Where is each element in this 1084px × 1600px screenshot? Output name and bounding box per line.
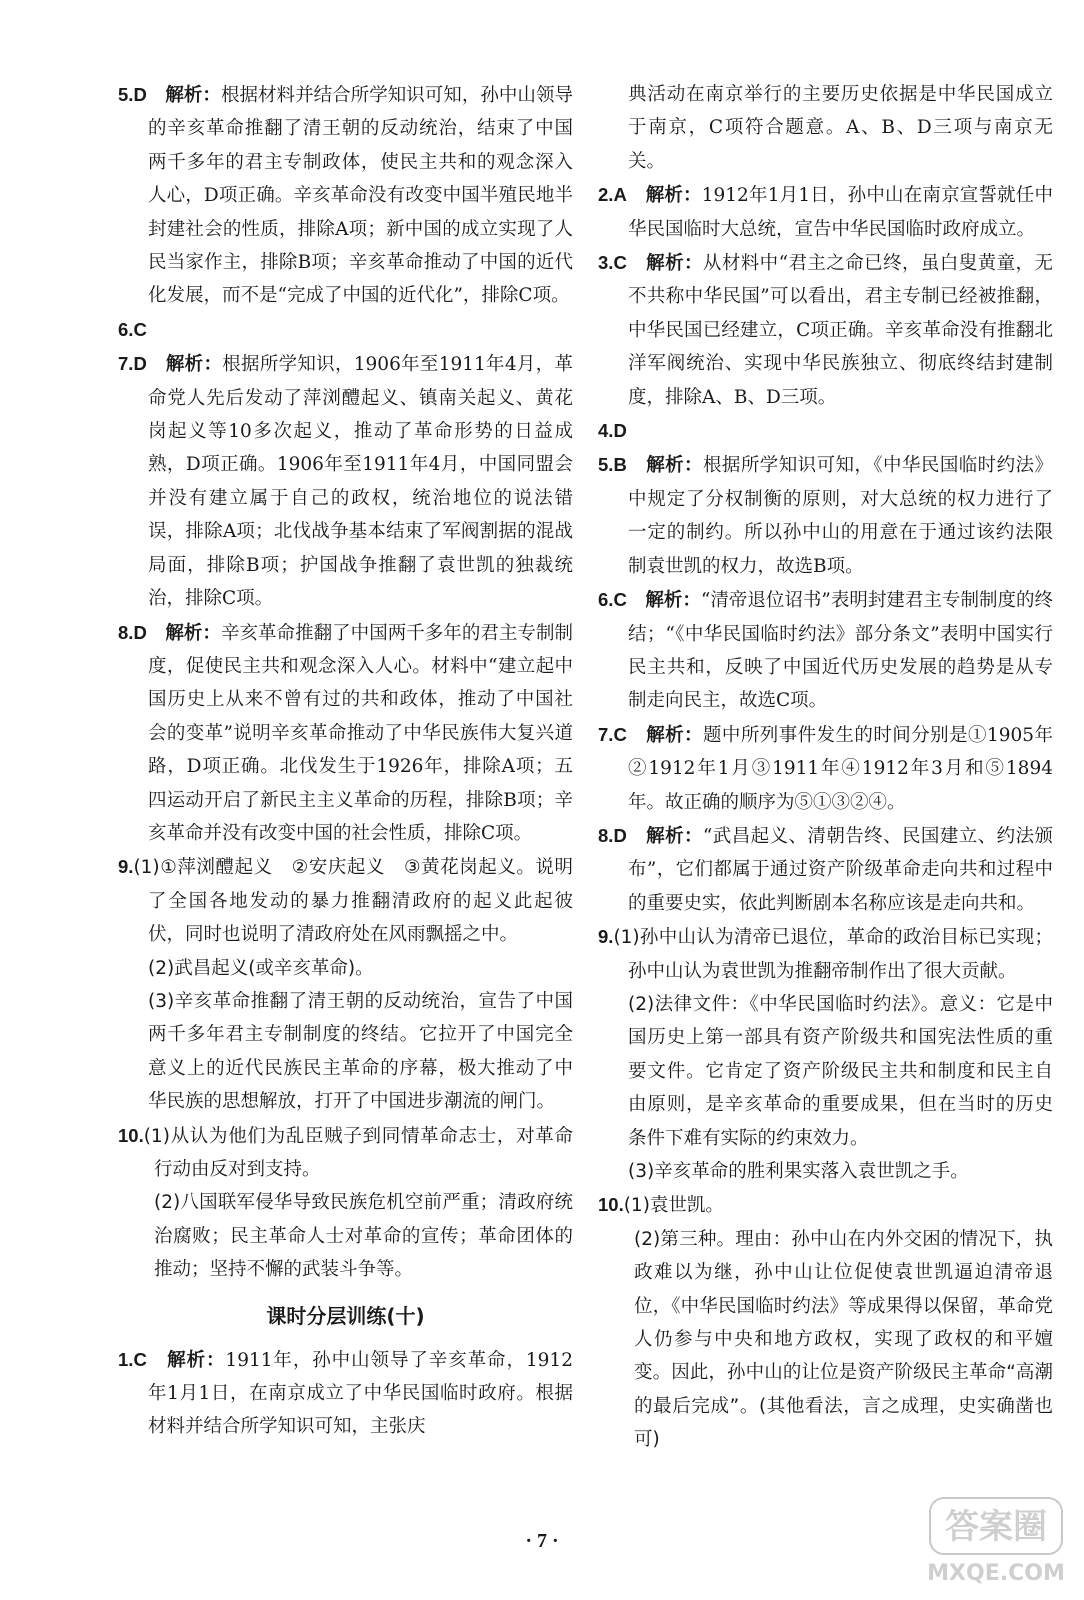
answer-item: 5.D 解析：根据材料并结合所学知识可知，孙中山领导的辛亥革命推翻了清王朝的反动统治，结束了中国两千多年的君主专制政体，使民主共和的观念深入人心，D项正确。辛亥革命没有改变中国半殖民地半封建社会的性质，排除A项；新中国的成立实现了人民当家作主，排除B项；辛亥革命推动了中国的近代化发展，而不是“完成了中国的近代化”，排除C项。: [118, 84, 573, 307]
answer-text: “武昌起义、清朝告终、民国建立、约法颁布”，它们都属于通过资产阶级革命走向共和过程中的重要史实，依此判断剧本名称应该是走向共和。: [628, 825, 1053, 914]
answer-text: “清帝退位诏书”表明封建君主专制制度的终结；“《中华民国临时约法》部分条文”表明中国实行民主共和，反映了中国近代历史发展的趋势是从专制走向民主，故选C项。: [628, 590, 1053, 712]
answer-item: 8.D 解析：辛亥革命推翻了中国两千多年的君主专制制度，促使民主共和观念深入人心。材料中“建立起中国历史上从来不曾有过的共和政体，推动了中国社会的变革”说明辛亥革命推动了中华民族伟大复兴道路，D项正确。北伐发生于1926年，排除A项；五四运动开启了新民主主义革命的历程，排除B项；辛亥革命并没有改变中国的社会性质，排除C项。: [118, 621, 573, 844]
answer-item: 7.C 解析：题中所列事件发生的时间分别是①1905年②1912年1月③1911年④1912年3月和⑤1894年。故正确的顺序为⑤①③②④。: [598, 723, 1053, 813]
answer-item: 6.C: [118, 318, 147, 340]
section-title: 课时分层训练(十): [266, 1303, 425, 1328]
answer-item: 7.D 解析：根据所学知识，1906年至1911年4月，革命党人先后发动了萍浏醴起义、镇南关起义、黄花岗起义等10多次起义，推动了革命形势的日益成熟，D项正确。1906年至1911年4月，中国同盟会并没有建立属于自己的政权，统治地位的说法错误，排除A项；北伐战争基本结束了军阀割据的混战局面，排除B项；护国战争推翻了袁世凯的独裁统治，排除C项。: [118, 353, 573, 610]
answer-text: 根据材料并结合所学知识可知，孙中山领导的辛亥革命推翻了清王朝的反动统治，结束了中国两千多年的君主专制政体，使民主共和的观念深入人心，D项正确。辛亥革命没有改变中国半殖民地半封建社会的性质，排除A项；新中国的成立实现了人民当家作主，排除B项；辛亥革命推动了中国的近代化发展，而不是“完成了中国的近代化”，排除C项。: [148, 85, 573, 307]
answer-text: 根据所学知识，1906年至1911年4月，革命党人先后发动了萍浏醴起义、镇南关起义、黄花岗起义等10多次起义，推动了革命形势的日益成熟，D项正确。1906年至1911年4月，中国同盟会并没有建立属于自己的政权，统治地位的说法错误，排除A项；北伐战争基本结束了军阀割据的混战局面，排除B项；护国战争推翻了袁世凯的独裁统治，排除C项。: [148, 354, 573, 610]
answer-item-9: 9.(1)①萍浏醴起义 ②安庆起义 ③黄花岗起义。说明了全国各地发动的暴力推翻清政府的起义此起彼伏，同时也说明了清政府处在风雨飘摇之中。: [118, 856, 573, 946]
answer-item: 2.A 解析：1912年1月1日，孙中山在南京宣誓就任中华民国临时大总统，宣告中华民国临时政府成立。: [598, 184, 1053, 240]
answer-text: 从材料中“君主之命已终，虽白叟黄童，无不共称中华民国”可以看出，君主专制已经被推翻，中华民国已经建立，C项正确。辛亥革命没有推翻北洋军阀统治、实现中华民族独立、彻底终结封建制度，排除A、B、D三项。: [628, 253, 1053, 408]
answer-subpart: (3)辛亥革命推翻了清王朝的反动统治，宣告了中国两千多年君主专制制度的终结。它拉开了中国完全意义上的近代民族民主革命的序幕，极大推动了中华民族的思想解放，打开了中国进步潮流的闸门。: [148, 990, 573, 1113]
answer-item-10: 10.(1)袁世凯。: [598, 1194, 724, 1217]
watermark-top-text: 答案圈: [945, 1507, 1047, 1547]
answer-subpart: (2)法律文件：《中华民国临时约法》。意义：它是中国历史上第一部具有资产阶级共和国宪法性质的重要文件。它肯定了资产阶级民主共和制度和民主自由原则，是辛亥革命的重要成果，但在当时的历史条件下难有实际的约束效力。: [628, 993, 1053, 1149]
page-number: · 7 ·: [525, 1530, 559, 1552]
answer-text: 1912年1月1日，孙中山在南京宣誓就任中华民国临时大总统，宣告中华民国临时政府成立。: [628, 185, 1053, 240]
answer-item: 4.D: [598, 420, 627, 442]
answer-text: 辛亥革命推翻了中国两千多年的君主专制制度，促使民主共和观念深入人心。材料中“建立起中国历史上从来不曾有过的共和政体，推动了中国社会的变革”说明辛亥革命推动了中华民族伟大复兴道路，D项正确。北伐发生于1926年，排除A项；五四运动开启了新民主主义革命的历程，排除B项；辛亥革命并没有改变中国的社会性质，排除C项。: [148, 622, 573, 844]
answer-item-9: 9.(1)孙中山认为清帝已退位，革命的政治目标已实现；孙中山认为袁世凯为推翻帝制作出了很大贡献。: [598, 926, 1053, 982]
answer-text: 1911年，孙中山领导了辛亥革命，1912年1月1日，在南京成立了中华民国临时政府。根据材料并结合所学知识可知，主张庆: [148, 1349, 573, 1438]
watermark-bottom-text: MXQE.COM: [927, 1561, 1065, 1586]
answer-subpart: (2)武昌起义(或辛亥革命)。: [148, 957, 374, 979]
answer-subpart: (3)辛亥革命的胜利果实落入袁世凯之手。: [628, 1161, 969, 1182]
answer-item: 8.D 解析：“武昌起义、清朝告终、民国建立、约法颁布”，它们都属于通过资产阶级革命走向共和过程中的重要史实，依此判断剧本名称应该是走向共和。: [598, 824, 1053, 914]
right-column: [598, 78, 1053, 1457]
watermark-logo: [926, 1492, 1066, 1588]
answer-subpart: (2)八国联军侵华导致民族危机空前严重；清政府统治腐败；民主革命人士对革命的宣传；革命团体的推动；坚持不懈的武装斗争等。: [154, 1192, 573, 1281]
answer-item-10: 10.(1)从认为他们为乱臣贼子到同情革命志士，对革命行动由反对到支持。: [118, 1124, 573, 1180]
answer-item: 5.B 解析：根据所学知识可知，《中华民国临时约法》中规定了分权制衡的原则，对大总统的权力进行了一定的制约。所以孙中山的用意在于通过该约法限制袁世凯的权力，故选B项。: [598, 454, 1053, 577]
answer-subpart: (2)第三种。理由：孙中山在内外交困的情况下，执政难以为继，孙中山让位促使袁世凯逼迫清帝退位，《中华民国临时约法》等成果得以保留，革命党人仍参与中央和地方政权，实现了政权的和平嬗变。因此，孙中山的让位是资产阶级民主革命“高潮的最后完成”。(其他看法，言之成理，史实确凿也可): [634, 1228, 1053, 1451]
answer-item: 1.C 解析：1911年，孙中山领导了辛亥革命，1912年1月1日，在南京成立了中华民国临时政府。根据材料并结合所学知识可知，主张庆: [118, 1348, 573, 1438]
left-column: [118, 78, 573, 1444]
answer-item: 3.C 解析：从材料中“君主之命已终，虽白叟黄童，无不共称中华民国”可以看出，君主专制已经被推翻，中华民国已经建立，C项正确。辛亥革命没有推翻北洋军阀统治、实现中华民族独立、彻底终结封建制度，排除A、B、D三项。: [598, 252, 1053, 408]
answer-item: 6.C 解析：“清帝退位诏书”表明封建君主专制制度的终结；“《中华民国临时约法》部分条文”表明中国实行民主共和，反映了中国近代历史发展的趋势是从专制走向民主，故选C项。: [598, 589, 1053, 712]
answer-text: 根据所学知识可知，《中华民国临时约法》中规定了分权制衡的原则，对大总统的权力进行了一定的制约。所以孙中山的用意在于通过该约法限制袁世凯的权力，故选B项。: [628, 455, 1053, 577]
continued-text: 典活动在南京举行的主要历史依据是中华民国成立于南京，C项符合题意。A、B、D三项与南京无关。: [628, 84, 1053, 172]
answer-text: 题中所列事件发生的时间分别是①1905年②1912年1月③1911年④1912年3月和⑤1894年。故正确的顺序为⑤①③②④。: [628, 724, 1053, 813]
